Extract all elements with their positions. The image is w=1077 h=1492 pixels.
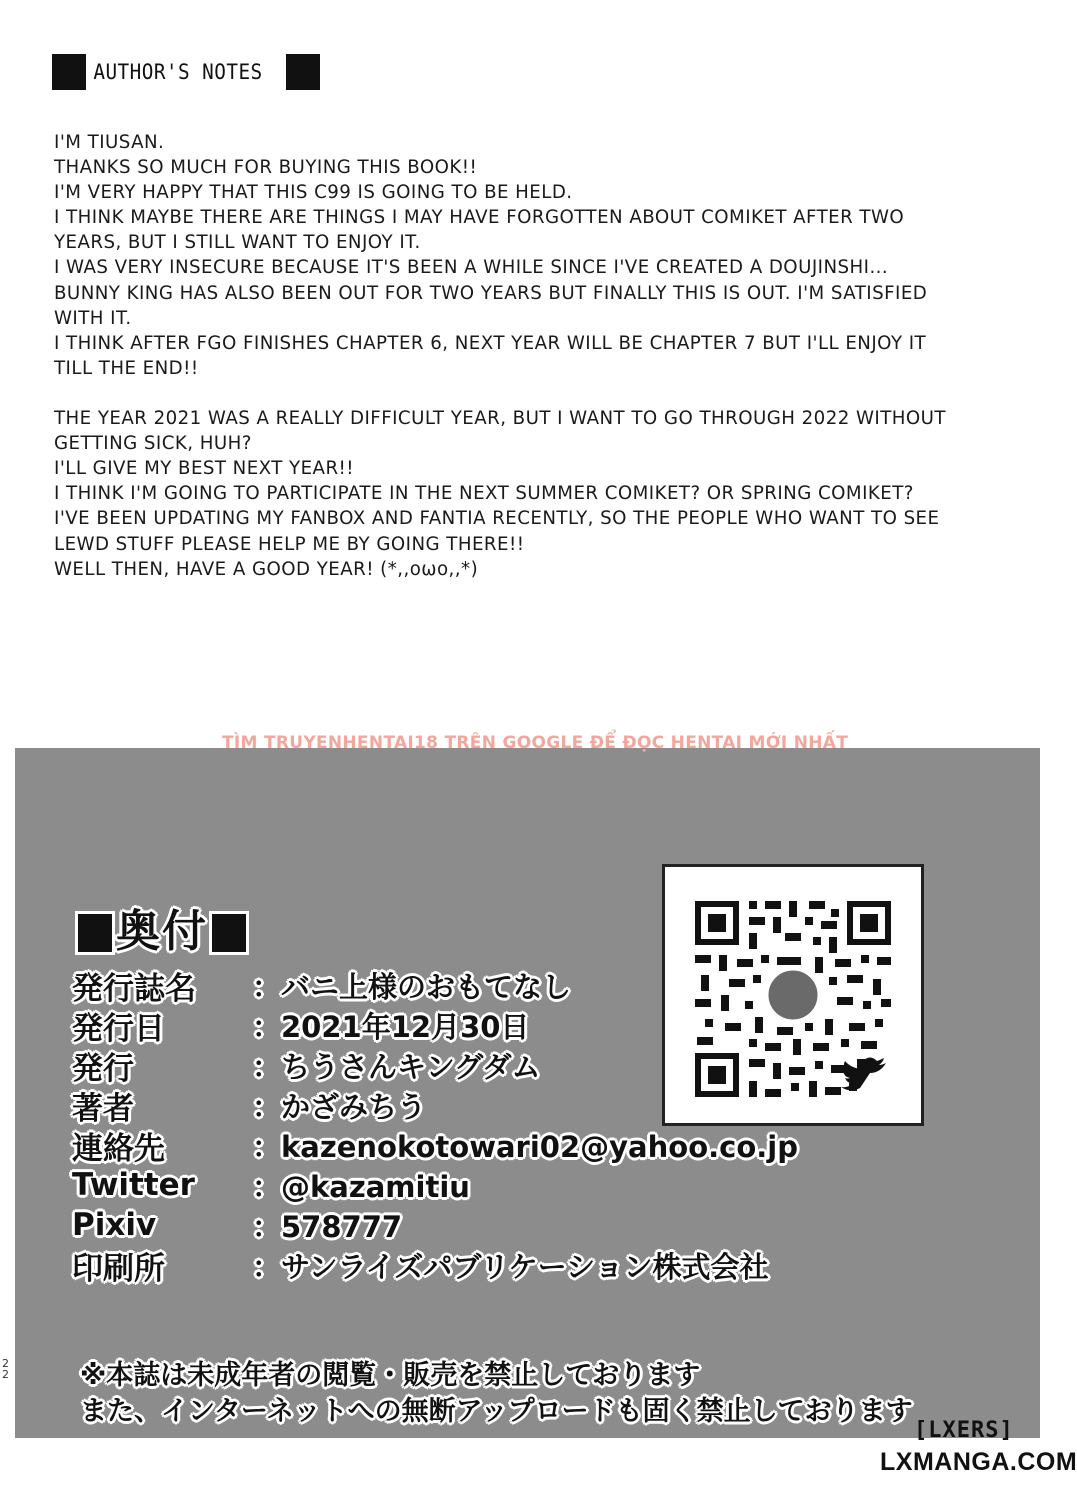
info-value: ：サンライズパブリケーション株式会社: [252, 1249, 769, 1284]
header-block-right: [286, 54, 320, 90]
info-key: 発行: [72, 1050, 134, 1087]
page-number: 22: [2, 1357, 9, 1381]
notes-line: I'M TIUSAN.: [54, 132, 165, 153]
notes-line: I THINK AFTER FGO FINISHES CHAPTER 6, NEXT YEAR WILL BE CHAPTER 7 BUT I'LL ENJOY IT: [54, 332, 927, 354]
notes-line: GETTING SICK, HUH?: [54, 433, 252, 455]
qr-code: [662, 864, 924, 1126]
info-row-pixiv: [72, 1205, 798, 1245]
notes-title: AUTHOR'S NOTES: [93, 60, 263, 84]
notes-line: I'VE BEEN UPDATING MY FANBOX AND FANTIA RECENTLY, SO THE PEOPLE WHO WANT TO SEE: [54, 508, 940, 530]
notes-body: [54, 130, 1014, 582]
notes-line: I THINK MAYBE THERE ARE THINGS I MAY HAVE FORGOTTEN ABOUT COMIKET AFTER TWO: [54, 207, 905, 229]
info-value-email: ：kazenokotowari02@yahoo.co.jp: [252, 1129, 798, 1164]
info-value: ：かざみちう: [252, 1089, 427, 1124]
twitter-bird-icon: [841, 1058, 886, 1091]
header-block-left: [52, 54, 86, 90]
info-value: ：ちうさんキングダム: [252, 1049, 541, 1084]
site-watermark: LXMANGA.COM: [880, 1448, 1077, 1476]
watermark-text: TÌM TRUYENHENTAI18 TRÊN GOOGLE ĐỂ ĐỌC HENTAI MỚI NHẤT: [222, 733, 849, 753]
info-value-pixiv: ：578777: [252, 1209, 403, 1244]
info-key: 印刷所: [72, 1250, 165, 1287]
info-key: 発行日: [72, 1010, 165, 1047]
notes-line: I'M VERY HAPPY THAT THIS C99 IS GOING TO BE HELD.: [54, 182, 573, 204]
notes-line: I'LL GIVE MY BEST NEXT YEAR!!: [54, 458, 355, 480]
notes-header: [52, 54, 320, 90]
notes-line: BUNNY KING HAS ALSO BEEN OUT FOR TWO YEARS BUT FINALLY THIS IS OUT. I'M SATISFIED: [54, 282, 928, 304]
notes-line: WELL THEN, HAVE A GOOD YEAR! (*,,oωo,,*): [54, 558, 479, 580]
title-block-left: [78, 914, 112, 952]
notes-line: THANKS SO MUCH FOR BUYING THIS BOOK!!: [54, 157, 478, 179]
colophon-title-text: 奥付: [116, 906, 208, 957]
paragraph-gap: [54, 381, 1014, 406]
info-key: Pixiv: [72, 1207, 157, 1243]
info-row-printer: [72, 1245, 798, 1285]
title-block-right: [212, 914, 246, 952]
copyright-notice: [80, 1358, 913, 1430]
notes-line: WITH IT.: [54, 307, 132, 329]
notes-line: I THINK I'M GOING TO PARTICIPATE IN THE NEXT SUMMER COMIKET? OR SPRING COMIKET?: [54, 483, 914, 505]
info-key: Twitter: [72, 1167, 195, 1203]
info-key: 著者: [72, 1090, 134, 1127]
notes-line: TILL THE END!!: [54, 357, 199, 379]
notes-line: I WAS VERY INSECURE BECAUSE IT'S BEEN A WHILE SINCE I'VE CREATED A DOUJINSHI...: [54, 257, 889, 279]
colophon-title: [74, 895, 250, 959]
info-key: 連絡先: [72, 1130, 165, 1167]
info-value-twitter: ：@kazamitiu: [252, 1169, 470, 1204]
notes-line: YEARS, BUT I STILL WANT TO ENJOY IT.: [54, 232, 421, 254]
info-key: 発行誌名: [72, 970, 196, 1007]
qr-code-graphic: [665, 867, 921, 1123]
info-row-contact: [72, 1125, 798, 1165]
notice-line: また、インターネットへの無断アップロードも固く禁止しております: [80, 1396, 913, 1427]
notes-line: LEWD STUFF PLEASE HELP ME BY GOING THERE!!: [54, 533, 525, 555]
info-row-twitter: [72, 1165, 798, 1205]
info-value: ：バニ上様のおもてなし: [252, 969, 572, 1004]
scanlator-tag: [LXERS]: [914, 1418, 1014, 1443]
notes-line: THE YEAR 2021 WAS A REALLY DIFFICULT YEAR, BUT I WANT TO GO THROUGH 2022 WITHOUT: [54, 408, 946, 430]
notice-line: ※本誌は未成年者の閲覧・販売を禁止しております: [80, 1360, 701, 1391]
info-value: ：2021年12月30日: [252, 1009, 530, 1044]
